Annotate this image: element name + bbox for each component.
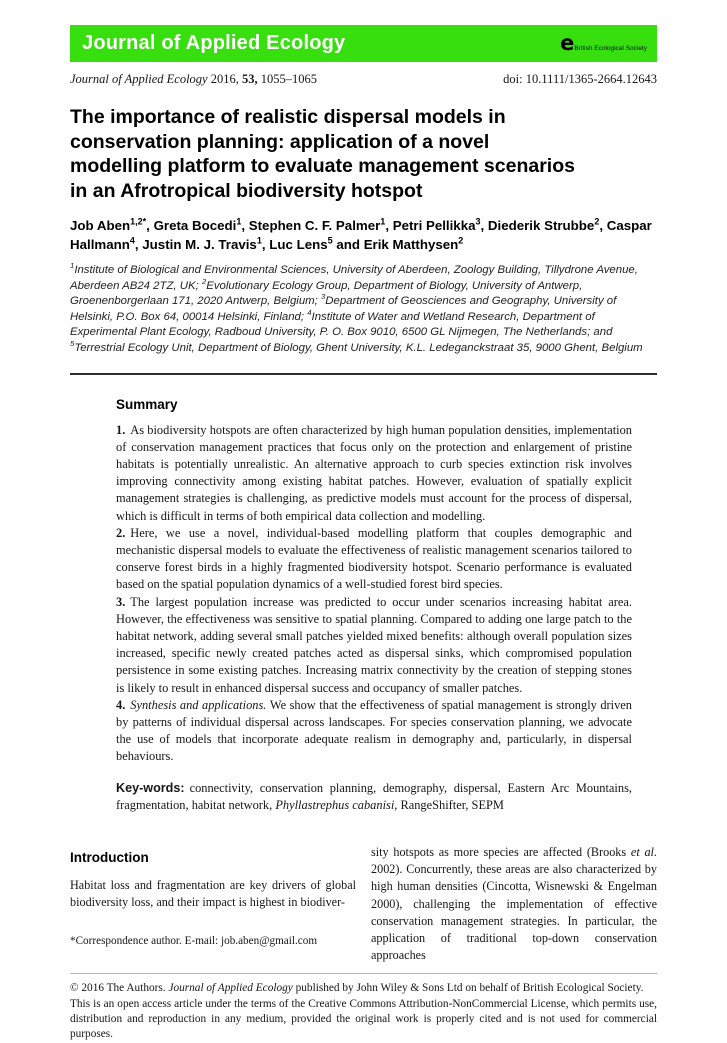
intro-right-text: sity hotspots as more species are affected (Brooks et al. 2002). Concurrently, these areas are also characterized by high human densities (Cincotta, Wisnewski & Engelman 2000), challenging the implementation of effective conservation management strategies. In particular, the application of traditional top-down conservation approaches (371, 845, 657, 963)
intro-left-column (70, 844, 356, 964)
author: and Erik Matthysen$^2$ (332, 235, 464, 252)
title-line: conservation planning: application of a novel (70, 130, 490, 153)
affiliation: $^4$Institute of Water and Wetland Research, Department of Experimental Plant Ecology, Radboud University, P. O. Box 9010, 6500 GL Nijmegen, The Netherlands; and (70, 307, 613, 339)
summary-item-1: 1. As biodiversity hotspots are often characterized by high human population densities, implementation of conservation management practices that focus only on the protection and enlargement of pristine habitats is potentially unrealistic. An alternative approach to curb species extinction risk involves improving connectivity among existing habitat patches. However, evaluation of spatially explicit management strategies is challenging, as predictive models must account for the process of dispersal, which is difficult in terms of both empirical data collection and modelling. (116, 422, 632, 523)
title-line: The importance of realistic dispersal models in (70, 106, 506, 128)
author: , Stephen C. F. Palmer$^1$ (241, 216, 386, 233)
correspondence-footnote: *Correspondence author. E-mail: job.aben@gmail.com (70, 934, 318, 947)
page-footer (70, 981, 657, 1042)
citation-journal: Journal of Applied Ecology (70, 72, 208, 86)
author: , Luc Lens$^5$ (261, 235, 333, 252)
article-title (70, 105, 657, 203)
intro-heading: Introduction (70, 850, 149, 866)
author: , Greta Bocedi$^1$ (146, 216, 242, 233)
society-logo (560, 30, 649, 55)
citation-year: 2016, (207, 72, 242, 86)
header-separator-rule (70, 373, 657, 375)
author: , Diederik Strubbe$^2$ (480, 216, 600, 233)
society-name: British Ecological Society (574, 44, 647, 52)
author-list (70, 216, 657, 254)
author: , Caspar Hallmann$^4$ (70, 218, 652, 252)
intro-columns (70, 844, 657, 964)
journal-name: Journal of Applied Ecology (82, 32, 346, 54)
keywords: Key-words: connectivity, conservation planning, demography, dispersal, Eastern Arc Mountains, fragmentation, habitat network, Phyllastrephus cabanisi, RangeShifter, SEPM (116, 780, 632, 812)
citation-row (70, 72, 657, 87)
society-logo-icon: e (560, 30, 575, 55)
keywords-label: Key-words: (116, 780, 185, 795)
citation-volume: 53, (241, 72, 258, 86)
citation-line (70, 72, 317, 87)
affiliation: $^5$Terrestrial Ecology Unit, Department of Biology, Ghent University, K.L. Ledeganckstraat 35, 9000 Ghent, Belgium (70, 339, 643, 354)
author: , Petri Pellikka$^3$ (385, 216, 481, 233)
summary-item-3: 3. The largest population increase was predicted to occur under scenarios increasing habitat area. However, the effectiveness was sensitive to spatial planning. Compared to adding one large patch to the habitat network, adding several small patches yielded mixed benefits: although overall population sizes increased, specific newly created patches acted as dispersal sinks, which compromised population persistence in some existing patches. Increasing matrix connectivity by the creation of stepping stones is likely to result in enhanced dispersal success and occupancy of smaller patches. (116, 594, 632, 695)
license-text: This is an open access article under the terms of the Creative Commons Attribution-NonCommercial License, which permits use, distribution and reproduction in any medium, provided the original work is properly cited and is not used for commercial purposes. (70, 997, 657, 1041)
summary-item-4: 4. Synthesis and applications. We show that the effectiveness of spatial management is strongly driven by patterns of individual dispersal across landscapes. For species conservation planning, we advocate the use of models that incorporate adequate realism in demography and, particularly, in dispersal behaviours. (116, 697, 632, 764)
author: Job Aben$^{1,2*}$ (70, 216, 147, 233)
intro-left-text: Habitat loss and fragmentation are key drivers of global biodiversity loss, and their impact is highest in biodiver- (70, 878, 356, 910)
intro-right-column (371, 844, 657, 964)
doi: doi: 10.1111/1365-2664.12643 (503, 72, 657, 86)
footer-separator-rule (70, 973, 657, 974)
summary-heading: Summary (116, 396, 178, 412)
copyright-line: © 2016 The Authors. Journal of Applied Ecology published by John Wiley & Sons Ltd on behalf of British Ecological Society. (70, 982, 644, 995)
title-line: in an Afrotropical biodiversity hotspot (70, 179, 423, 202)
summary-item-2: 2. Here, we use a novel, individual-based modelling platform that couples demographic and mechanistic dispersal models to evaluate the effectiveness of realistic management scenarios tailored to conserve forest birds in a highly fragmented biodiversity hotspot. Scenario performance is evaluated based on the spatial population dynamics of a well-studied forest bird species. (116, 525, 632, 592)
citation-pages: 1055–1065 (257, 72, 317, 86)
journal-banner (70, 25, 657, 62)
affiliation: $^1$Institute of Biological and Environmental Sciences, University of Aberdeen, Zoology Building, Tillydrone Avenue, Aberdeen AB24 2TZ, UK; (70, 261, 638, 292)
affiliation: $^3$Department of Geosciences and Geography, University of Helsinki, P.O. Box 64, 00014 Helsinki, Finland; (70, 292, 617, 323)
author: , Justin M. J. Travis$^1$ (134, 235, 262, 252)
summary-section (116, 397, 632, 814)
affiliation: $^2$Evolutionary Ecology Group, Department of Biology, University of Antwerp, Groenenborgerlaan 171, 2020 Antwerp, Belgium; (70, 276, 583, 308)
affiliations (70, 263, 657, 357)
title-line: modelling platform to evaluate management scenarios (70, 155, 575, 177)
